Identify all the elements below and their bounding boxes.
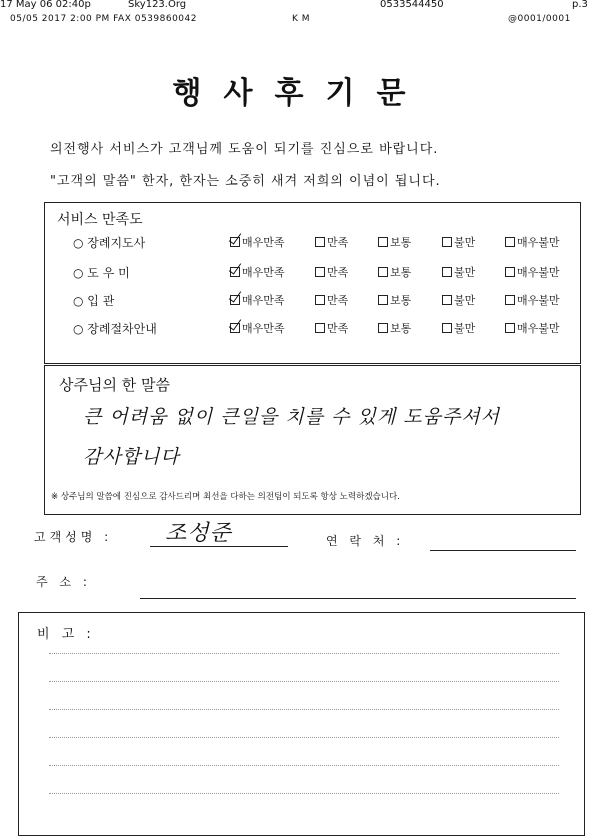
satisfaction-option[interactable] bbox=[230, 234, 285, 250]
fax-received-time: 17 May 06 02:40p bbox=[0, 0, 91, 10]
satisfaction-row bbox=[45, 234, 580, 254]
satisfaction-option-label: 매우불만 bbox=[517, 322, 560, 335]
satisfaction-option-label: 불만 bbox=[454, 236, 476, 249]
satisfaction-option[interactable] bbox=[505, 264, 560, 280]
satisfaction-option-label: 매우만족 bbox=[242, 322, 285, 335]
satisfaction-option[interactable] bbox=[505, 292, 560, 308]
satisfaction-row bbox=[45, 320, 580, 340]
checkbox[interactable] bbox=[378, 267, 388, 277]
satisfaction-option-label: 불만 bbox=[454, 266, 476, 279]
comment-section bbox=[44, 365, 581, 515]
checkbox[interactable] bbox=[505, 295, 515, 305]
satisfaction-option-label: 보통 bbox=[390, 294, 412, 307]
checkbox[interactable] bbox=[442, 267, 452, 277]
satisfaction-option-label: 불만 bbox=[454, 294, 476, 307]
checkbox[interactable] bbox=[505, 237, 515, 247]
satisfaction-option-label: 매우불만 bbox=[517, 236, 560, 249]
intro-line-1: 의전행사 서비스가 고객님께 도움이 되기를 진심으로 바랍니다. bbox=[50, 142, 439, 157]
satisfaction-option-label: 만족 bbox=[327, 266, 349, 279]
remarks-dotted-line bbox=[49, 709, 559, 710]
satisfaction-row-label: ○ 도 우 미 bbox=[73, 266, 130, 280]
address-field-line bbox=[140, 598, 576, 599]
fax-service: Sky123.Org bbox=[128, 0, 187, 10]
remarks-section bbox=[18, 612, 585, 836]
satisfaction-option-label: 보통 bbox=[390, 322, 412, 335]
satisfaction-option-label: 매우불만 bbox=[517, 266, 560, 279]
checked-checkbox[interactable] bbox=[230, 295, 240, 305]
satisfaction-option-label: 만족 bbox=[327, 294, 349, 307]
handwritten-comment-line-2: 감사합니다 bbox=[83, 446, 180, 468]
satisfaction-option[interactable] bbox=[505, 234, 560, 250]
checkbox[interactable] bbox=[442, 323, 452, 333]
comment-title: 상주님의 한 말씀 bbox=[59, 376, 170, 394]
satisfaction-option[interactable] bbox=[315, 320, 348, 336]
satisfaction-option-label: 불만 bbox=[454, 322, 476, 335]
checkbox[interactable] bbox=[315, 323, 325, 333]
satisfaction-option[interactable] bbox=[315, 292, 348, 308]
page-title: 행사후기문 bbox=[172, 76, 428, 111]
checkbox[interactable] bbox=[505, 323, 515, 333]
satisfaction-option-label: 만족 bbox=[327, 322, 349, 335]
fax-page-count: @0001/0001 bbox=[508, 14, 571, 24]
satisfaction-row-label: ○ 장례절차안내 bbox=[73, 322, 157, 336]
checkbox[interactable] bbox=[442, 295, 452, 305]
name-label: 고객성명 : bbox=[34, 530, 113, 544]
checked-checkbox[interactable] bbox=[230, 237, 240, 247]
remarks-dotted-line bbox=[49, 653, 559, 654]
satisfaction-option[interactable] bbox=[505, 320, 560, 336]
satisfaction-option[interactable] bbox=[315, 264, 348, 280]
satisfaction-option[interactable] bbox=[230, 320, 285, 336]
fax-sent-line: 05/05 2017 2:00 PM FAX 0539860042 bbox=[10, 14, 197, 24]
address-label: 주 소 : bbox=[36, 575, 91, 589]
handwritten-comment-line-1: 큰 어려움 없이 큰일을 치를 수 있게 도움주셔서 bbox=[83, 406, 501, 428]
checked-checkbox[interactable] bbox=[230, 267, 240, 277]
satisfaction-row bbox=[45, 264, 580, 284]
satisfaction-section bbox=[44, 202, 581, 364]
fax-page: p.3 bbox=[572, 0, 588, 10]
satisfaction-option[interactable] bbox=[442, 320, 475, 336]
checkbox[interactable] bbox=[315, 267, 325, 277]
checkbox[interactable] bbox=[378, 237, 388, 247]
satisfaction-option[interactable] bbox=[315, 234, 348, 250]
remarks-dotted-line bbox=[49, 737, 559, 738]
satisfaction-title: 서비스 만족도 bbox=[57, 212, 143, 228]
satisfaction-option[interactable] bbox=[230, 264, 285, 280]
fax-phone: 0533544450 bbox=[380, 0, 444, 10]
fax-header-sent bbox=[0, 14, 600, 26]
contact-field-line bbox=[430, 550, 576, 551]
satisfaction-row-label: ○ 입 관 bbox=[73, 294, 115, 308]
fax-middle-mark: K M bbox=[292, 14, 311, 24]
remarks-title: 비 고 : bbox=[37, 627, 95, 642]
satisfaction-option[interactable] bbox=[442, 264, 475, 280]
satisfaction-option[interactable] bbox=[378, 234, 411, 250]
checkbox[interactable] bbox=[505, 267, 515, 277]
remarks-dotted-line bbox=[49, 765, 559, 766]
remarks-dotted-line bbox=[49, 681, 559, 682]
satisfaction-option-label: 만족 bbox=[327, 236, 349, 249]
satisfaction-row bbox=[45, 292, 580, 312]
checkbox[interactable] bbox=[315, 237, 325, 247]
satisfaction-option[interactable] bbox=[442, 234, 475, 250]
satisfaction-option[interactable] bbox=[442, 292, 475, 308]
satisfaction-option-label: 보통 bbox=[390, 236, 412, 249]
customer-name-signature: 조성준 bbox=[165, 521, 232, 546]
satisfaction-option-label: 보통 bbox=[390, 266, 412, 279]
checked-checkbox[interactable] bbox=[230, 323, 240, 333]
satisfaction-option[interactable] bbox=[378, 320, 411, 336]
name-field-line bbox=[150, 546, 288, 547]
satisfaction-row-label: ○ 장례지도사 bbox=[73, 236, 146, 250]
remarks-dotted-line bbox=[49, 793, 559, 794]
satisfaction-option[interactable] bbox=[230, 292, 285, 308]
contact-label: 연 락 처 : bbox=[326, 534, 405, 548]
checkbox[interactable] bbox=[378, 323, 388, 333]
comment-notice: ※ 상주님의 말씀에 진심으로 감사드리며 최선을 다하는 의전팀이 되도록 항상 노력하겠습니다. bbox=[51, 492, 400, 502]
satisfaction-option[interactable] bbox=[378, 264, 411, 280]
satisfaction-option-label: 매우만족 bbox=[242, 266, 285, 279]
satisfaction-option-label: 매우만족 bbox=[242, 236, 285, 249]
fax-header-top bbox=[0, 0, 600, 12]
intro-line-2: "고객의 말씀" 한자, 한자는 소중히 새겨 저희의 이념이 됩니다. bbox=[50, 174, 441, 189]
checkbox[interactable] bbox=[315, 295, 325, 305]
checkbox[interactable] bbox=[378, 295, 388, 305]
satisfaction-option-label: 매우불만 bbox=[517, 294, 560, 307]
satisfaction-option-label: 매우만족 bbox=[242, 294, 285, 307]
checkbox[interactable] bbox=[442, 237, 452, 247]
satisfaction-option[interactable] bbox=[378, 292, 411, 308]
